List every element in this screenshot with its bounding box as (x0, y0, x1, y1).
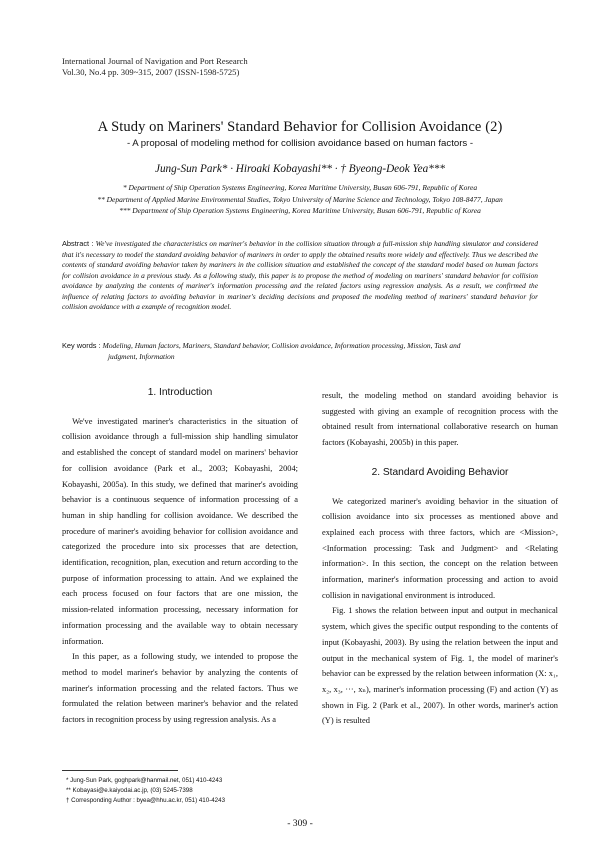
abstract-text: We've investigated the characteristics on mariner's behavior in the collision situation through a full-mission ship handling simulator and considered that it's necessary to model the standard avoiding behavior of mariners in order to apply the obtained results more widely and effectively. Thus we described the contents of standard avoiding behavior taken by mariners in the collision situation and established the concept of the standard model based on human factors for collision avoidance in a previous study. As a following study, this paper is to propose the method of modeling on mariners' standard behavior for collision avoidance by analyzing the contents of mariner's information processing and the related factors using regression analysis. As a result, we confirmed the influence of relating factors to avoiding behavior in mariner's deciding decisions and proposed the modeling method of mariners' standard behavior for collision avoidance with a example of recognition model. (62, 239, 538, 311)
keywords (62, 341, 538, 362)
keywords-label: Key words : (62, 341, 103, 350)
paper-title: A Study on Mariners' Standard Behavior for Collision Avoidance (2) (97, 119, 503, 135)
keywords-line-1: Modeling, Human factors, Mariners, Standard behavior, Collision avoidance, Information processing, Mission, Task and (102, 341, 461, 350)
page-number: - 309 - (287, 818, 313, 829)
section2-paragraph-1: We categorized mariner's avoiding behavior in the situation of collision avoidance into six processes as mentioned above and explained each process with three factors, which are <Mission>, <Information processing: Task and Judgment> and <Relating information>. In this section, the concept on the relation between information, mariner's information processing and action to avoid collision in navigational environment is introduced. (322, 496, 558, 600)
section-heading-introduction: 1. Introduction (147, 387, 213, 398)
affiliations (62, 182, 538, 217)
abstract (62, 239, 538, 313)
paper-subtitle: - A proposal of modeling method for collision avoidance based on human factors - (126, 138, 474, 149)
journal-volume: Vol.30, No.4 pp. 309~315, 2007 (ISSN-1598-5725) (62, 67, 240, 77)
footnote-divider (62, 770, 178, 771)
affiliation-3: *** Department of Ship Operation Systems Engineering, Korea Maritime University, Busan 606-791, Republic of Korea (119, 206, 481, 215)
intro-paragraph-continued: result, the modeling method on standard avoiding behavior is suggested with giving an example of recognition process with the obtained result from international collaborative research on human factors (Kobayashi, 2005b) in this paper. (322, 391, 558, 448)
journal-name: International Journal of Navigation and Port Research (62, 56, 248, 66)
section-heading-standard-avoiding-behavior: 2. Standard Avoiding Behavior (371, 466, 509, 478)
footnote-1: * Jung-Sun Park, goghpark@hanmail.net, 051) 410-4243 (66, 777, 223, 784)
left-column (62, 385, 298, 728)
affiliation-2: ** Department of Applied Marine Environmental Studies, Tokyo University of Marine Science and Technology, Tokyo 108-8477, Japan (97, 194, 503, 204)
journal-header (62, 56, 248, 78)
keywords-line-2: judgment, Information (108, 351, 175, 361)
intro-paragraph-2: In this paper, as a following study, we intended to propose the method to model mariner's behavior by analyzing the contents of mariner's information processing and the related factors. Thus we formulated the relation between mariner's behavior and the related factors in recognition process by using regression analysis. As a (62, 652, 298, 725)
footnote-2: ** Kobayasi@e.kaiyodai.ac.jp, (03) 5245-7398 (66, 787, 193, 795)
abstract-label: Abstract : (62, 239, 96, 248)
footnote-3: † Corresponding Author : byea@hhu.ac.kr, 051) 410-4243 (66, 797, 226, 805)
author-list: Jung-Sun Park* · Hiroaki Kobayashi** · † Byeong-Deok Yea*** (155, 163, 445, 175)
intro-paragraph-1: We've investigated mariner's characteristics in the situation of collision avoidance through a full-mission ship handling simulator and established the concept of standard model on mariners' behavior for collision avoidance (Park et al., 2003; Kobayashi, 2004; Kobayashi, 2005a). In this study, we defined that mariner's avoiding behavior is a continuous sequence of information processing of a human in ship handling for collision avoidance. We described the procedure of mariner's avoiding behavior for collision avoidance and categorized the procedure into six processes that are detection, identification, recognition, plan, execution and return according to the purpose of information processing to attain. And we explained the each process focused on four factors that are one mission, the mission-related information processing, necessary information for information processing and the available way to obtain necessary information. (62, 416, 298, 646)
section2-paragraph-2: Fig. 1 shows the relation between input and output in mechanical system, which gives the specific output responding to the contents of input (Kobayashi, 2003). By using the relation between the input and output in the mechanical system of Fig. 1, the model of mariner's behavior can be expressed by the relation between information (X: x₁, x₂, x₃, ···, xₙ), mariner's information processing (F) and action (Y) as shown in Fig. 2 (Park et al., 2007). In other words, mariner's action (Y) is resulted (322, 606, 558, 726)
right-column (322, 388, 558, 729)
footnotes (66, 776, 225, 807)
affiliation-1: * Department of Ship Operation Systems Engineering, Korea Maritime University, Busan 606-791, Republic of Korea (122, 183, 478, 192)
